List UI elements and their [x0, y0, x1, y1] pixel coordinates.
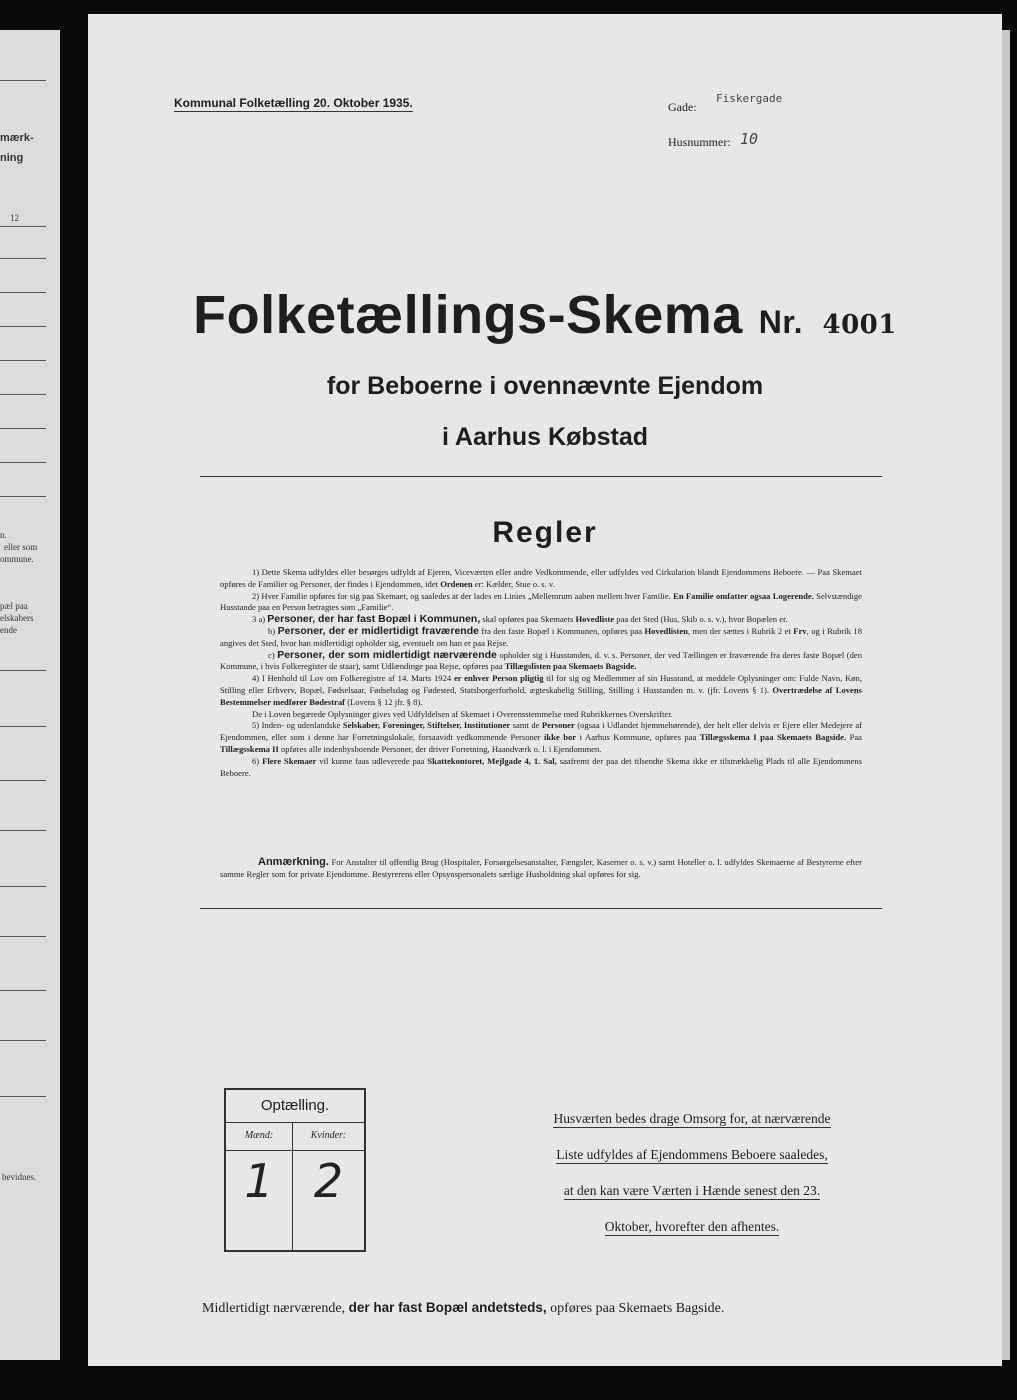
- rule: [0, 258, 46, 259]
- census-header: Kommunal Folketælling 20. Oktober 1935.: [174, 96, 413, 110]
- rule: [0, 360, 46, 361]
- rules-heading: Regler: [492, 516, 598, 549]
- divider: [200, 476, 882, 477]
- street-value: Fiskergade: [716, 92, 783, 105]
- form-title: [88, 284, 1002, 346]
- rule-2: 2) Hver Familie opføres for sig paa Skemaet, og saaledes at der lades en Linies „Mellemrum aaben mellem hver Familie. En Familie omfatter ogsaa Logerende. Selvstændige Husstande paa en Person betragtes som „Familie“.: [220, 590, 863, 613]
- rule: [0, 496, 46, 497]
- left-fragment: mærk-: [0, 132, 34, 144]
- rule-6: 6) Flere Skemaer vil kunne faas udleverede paa Skattekontoret, Mejlgade 4, 1. Sal, saafremt der paa det tilsendte Skema ikke er tilstrækkelig Plads til alle Ejendommens Beboere.: [220, 755, 863, 778]
- landlord-notice-line: Liste udfyldes af Ejendommens Beboere saaledes,: [556, 1147, 828, 1162]
- census-form-page: [88, 14, 1002, 1366]
- form-subtitle: for Beboerne i ovennævnte Ejendom: [326, 372, 764, 400]
- rule-3b: b) Personer, der er midlertidigt fraværende fra den faste Bopæl i Kommunen, opføres paa Hovedlisten, men der sættes i Rubrik 2 et Frv, og i Rubrik 18 angives det Sted, hvor han midlertidigt opholder sig, eventuelt om han er paa Rejse.: [220, 624, 862, 648]
- landlord-notice-line: Husværten bedes drage Omsorg for, at nærværende: [553, 1111, 831, 1126]
- rule: [0, 394, 46, 395]
- tally-box: [224, 1088, 366, 1252]
- rule: [0, 726, 46, 727]
- footer-note: Midlertidigt nærværende, der har fast Bopæl andetsteds, opføres paa Skemaets Bagside.: [202, 1300, 725, 1316]
- rule: [0, 326, 46, 327]
- left-fragment: eller som: [4, 542, 38, 552]
- left-fragment: ommune.: [0, 554, 34, 564]
- landlord-notice: [522, 1101, 862, 1245]
- form-location: i Aarhus Købstad: [441, 423, 649, 451]
- remark-label: Anmærkning.: [258, 856, 329, 868]
- form-number-label: Nr.: [758, 304, 803, 340]
- form-number-value: 4001: [822, 310, 897, 340]
- divider: [200, 908, 882, 909]
- landlord-notice-line: Oktober, hvorefter den afhentes.: [604, 1219, 780, 1234]
- form-title-main: Folketællings-Skema: [193, 285, 743, 345]
- rule: [0, 886, 46, 887]
- house-number-value: 10: [740, 130, 759, 148]
- left-fragment: pæl paa: [0, 601, 28, 611]
- rule: [0, 428, 46, 429]
- remark-text: For Anstalter til offentlig Brug (Hospitaler, Forsørgelsesanstalter, Fængsler, Kaserner o. s. v.) samt Hoteller o. l. udfyldes Skemaerne af Bestyrerne efter samme Regler som for private Ejendomme. Bestyrerens eller Opsynspersonalets særlige Husholdning skal opføres for sig.: [220, 857, 862, 879]
- rule: [0, 226, 46, 227]
- rule: [0, 1040, 46, 1041]
- rule-4-note: De i Loven begærede Oplysninger gives ved Udfyldelsen af Skemaet i Overensstemmelse med Rubrikkernes Overskrifter.: [252, 708, 673, 719]
- left-fragment: elskabers: [0, 613, 34, 623]
- rule-4: 4) I Henhold til Lov om Folkeregistre af 14. Marts 1924 er enhver Person pligtig til for sig og Medlemmer af sin Husstand, at meddele Oplysninger om: Fulde Navn, Køn, Stilling eller Erhverv, Bopæl, Fødselsaar, Fødselsdag og Fødested, Statsborgerforhold, ægteskabelig Stilling, Stilling i Husstanden m. v. (jfr. Lovens § 1). Overtrædelse af Lovens Bestemmelser medfører Bødestraf (Lovens § 12 jfr. § 8).: [220, 673, 862, 707]
- left-fragment: bevidnes.: [2, 1172, 37, 1182]
- landlord-notice-line: at den kan være Værten i Hænde senest den 23.: [563, 1183, 821, 1198]
- women-count: 2: [313, 1154, 344, 1208]
- rule: [0, 830, 46, 831]
- men-label: Mænd:: [226, 1122, 292, 1151]
- rule: [0, 780, 46, 781]
- left-page-strip: [0, 30, 60, 1360]
- rules-body: [220, 567, 862, 779]
- remark-note: [220, 857, 862, 881]
- rule-3c: c) Personer, der som midlertidigt nærværende opholder sig i Husstanden, d. v. s. Personer, der ved Tællingen er fraværende fra deres faste Bopæl (den Kommune, i hvis Folkeregister de staar), samt Udlændinge paa Rejse, opføres paa Tillægslisten paa Skemaets Bagside.: [220, 648, 862, 672]
- rule: [0, 936, 46, 937]
- rule: [0, 670, 46, 671]
- rule-1: 1) Dette Skema udfyldes eller besørges udfyldt af Ejeren, Viceværten eller andre Vedkommende, eller udfyldes ved Cirkulation blandt Ejendommens Beboere. — Paa Skemaet opføres de Familier og Personer, der findes i Ejendommen, idet Ordenen er: Kælder, Stue o. s. v.: [220, 567, 862, 589]
- rule: [0, 80, 46, 81]
- rule: [0, 462, 46, 463]
- house-number-label: Husnummer:: [668, 135, 731, 149]
- rule: [0, 1096, 46, 1097]
- rule: [0, 990, 46, 991]
- left-fragment: n.: [0, 530, 7, 540]
- rule-5: 5) Inden- og udenlandske Selskaber, Foreninger, Stiftelser, Institutioner samt de Personer (ogsaa i Udlandet hjemmehørende), der helt eller delvis er Ejere eller Medejere af Ejendommen, eller som i denne har Forretningslokale, forsaavidt vedkommende Personer ikke bor i Aarhus Kommune, opføres paa Tillægsskema I paa Skemaets Bagside. Paa Tillægsskema II opføres alle indenbysboende Personer, der driver Forretning, Haandværk o. l. i Ejendommen.: [220, 720, 862, 754]
- women-label: Kvinder:: [293, 1122, 364, 1151]
- rule: [0, 292, 46, 293]
- street-label: Gade:: [668, 100, 697, 114]
- left-fragment: 12: [10, 213, 19, 223]
- men-count: 1: [244, 1154, 274, 1208]
- tally-title: Optælling.: [226, 1090, 364, 1123]
- left-fragment: ende: [0, 625, 17, 635]
- rule-3a: 3 a) Personer, der har fast Bopæl i Kommunen, skal opføres paa Skemaets Hovedliste paa det Sted (Hus, Skib o. s. v.), hvor Bopælen er.: [252, 613, 788, 626]
- left-fragment: ning: [0, 152, 24, 164]
